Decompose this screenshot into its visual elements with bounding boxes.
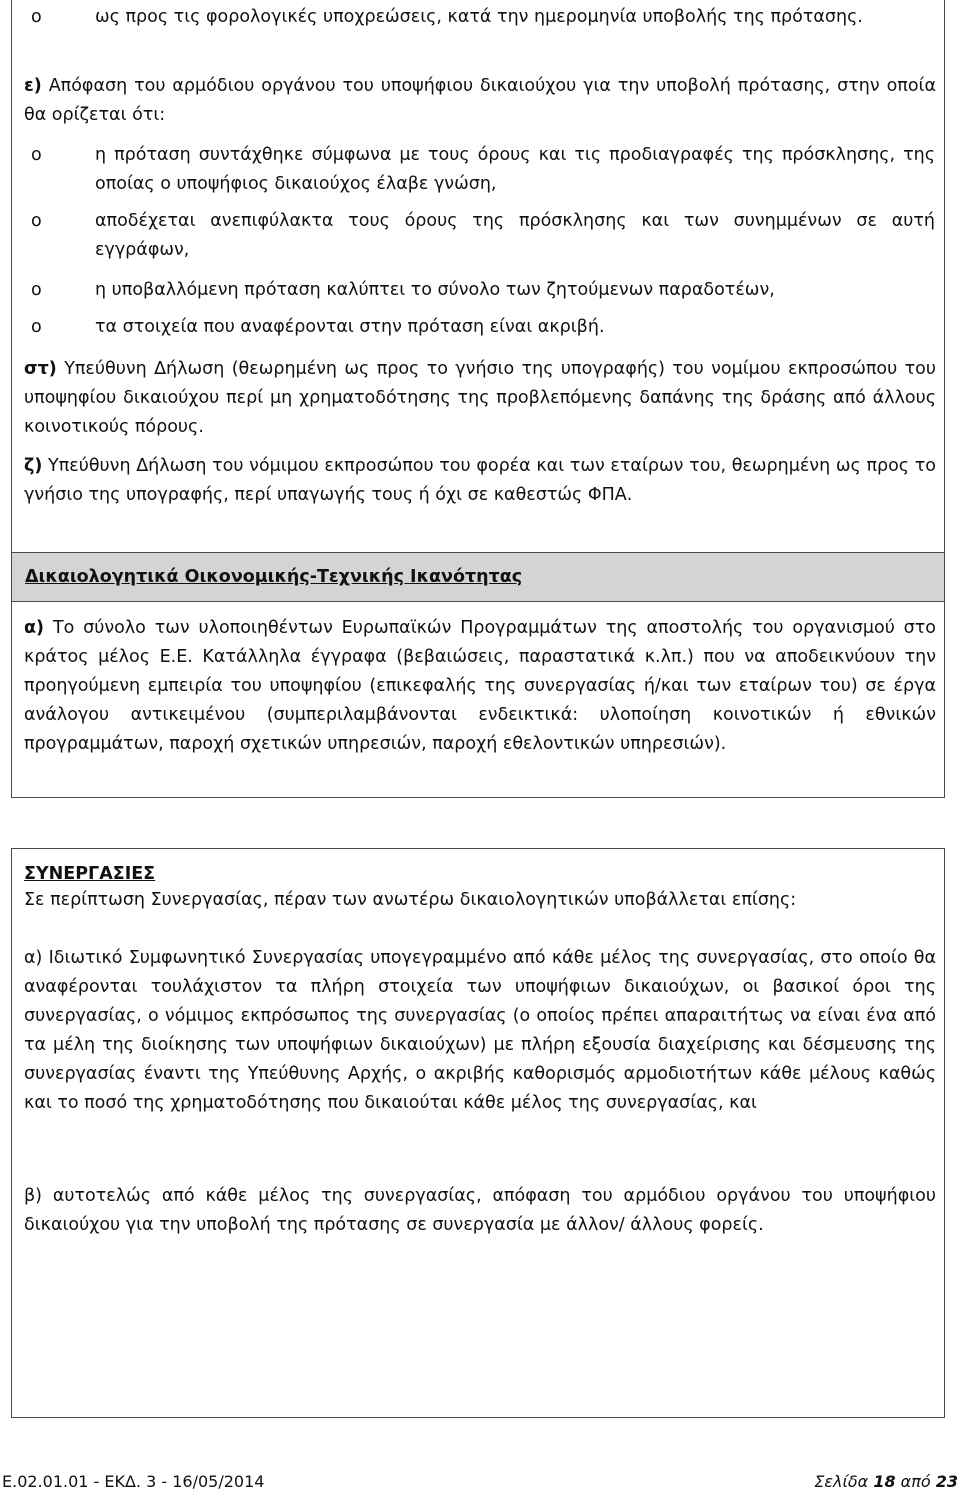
cooperations-box <box>11 848 945 1418</box>
section-st-paragraph <box>24 355 936 442</box>
list-item-text: αποδέχεται ανεπιφύλακτα τους όρους της πρόσκλησης και των συνημμένων σε αυτή εγγράφων, <box>95 211 935 260</box>
bullet-marker: o <box>31 211 42 231</box>
page-word: Σελίδα <box>814 1472 869 1491</box>
list-item-text: τα στοιχεία που αναφέρονται στην πρόταση είναι ακριβή. <box>95 317 605 337</box>
page-total: 23 <box>935 1472 958 1491</box>
list-item-text: η υποβαλλόμενη πρόταση καλύπτει το σύνολο των ζητούμενων παραδοτέων, <box>95 280 775 300</box>
document-code: Ε.02.01.01 - ΕΚΔ. 3 - 16/05/2014 <box>2 1472 265 1491</box>
list-item-text: ως προς τις φορολογικές υποχρεώσεις, κατά την ημερομηνία υποβολής της πρότασης. <box>95 7 863 27</box>
section-z-text: Υπεύθυνη Δήλωση του νόμιμου εκπροσώπου του φορέα και των εταίρων του, θεωρημένη ως προς το γνήσιο της υπογραφής, περί υπαγωγής τους ή όχι σε καθεστώς ΦΠΑ. <box>24 456 936 505</box>
cooperations-intro: Σε περίπτωση Συνεργασίας, πέραν των ανωτέρω δικαιολογητικών υποβάλλεται επίσης: <box>24 890 797 910</box>
cooperations-item-b: β) αυτοτελώς από κάθε μέλος της συνεργασίας, απόφαση του αρμόδιου οργάνου του υποψήφιου δικαιούχου για την υποβολή της πρότασης σε συνεργασία με άλλον/ άλλους φορείς. <box>24 1186 936 1235</box>
bullet-marker: o <box>31 280 42 300</box>
section-e-label: ε) <box>24 76 42 96</box>
section-e-paragraph <box>24 72 936 130</box>
section-e-text: Απόφαση του αρμόδιου οργάνου του υποψήφιου δικαιούχου για την υποβολή πρότασης, στην οποία θα ορίζεται ότι: <box>24 76 936 125</box>
financial-item-a-text: Το σύνολο των υλοποιηθέντων Ευρωπαϊκών Προγραμμάτων της αποστολής του οργανισμού στο κράτος μέλος Ε.Ε. Κατάλληλα έγγραφα (βεβαιώσεις, παραστατικά κ.λπ.) που να αποδεικνύουν την προηγούμενη εμπειρία του υποψηφίου (επικεφαλής της συνεργασίας ή/και των εταίρων του) σε έργα ανάλογου αντικειμένου (συμπεριλαμβάνονται ενδεικτικά: υλοποίηση κοινοτικών ή εθνικών προγραμμάτων, παροχή σχετικών υπηρεσιών, παροχή εθελοντικών υπηρεσιών). <box>24 618 936 754</box>
section-z-label: ζ) <box>24 456 43 476</box>
financial-section-title: Δικαιολογητικά Οικονομικής-Τεχνικής Ικανότητας <box>25 567 523 587</box>
bullet-marker: o <box>31 317 42 337</box>
cooperations-item-a: α) Ιδιωτικό Συμφωνητικό Συνεργασίας υπογεγραμμένο από κάθε μέλος της συνεργασίας, στο οποίο θα αναφέρονται τουλάχιστον τα πλήρη στοιχεία των υποψήφιων δικαιούχων, οι βασικοί όροι της συνεργασίας, ο νόμιμος εκπρόσωπος της συνεργασίας (ο οποίος πρέπει απαραιτήτως να είναι ένα από τα μέλη της διοίκησης των υποψήφιων δικαιούχων) με πλήρη εξουσία διαχείρισης και δέσμευσης της συνεργασίας έναντι της Υπεύθυνης Αρχής, ο ακριβής καθορισμός αρμοδιοτήτων κάθε μέλους καθώς και το ποσό της χρηματοδότησης που δικαιούται κάθε μέλος της συνεργασίας, και <box>24 948 936 1113</box>
cooperations-title: ΣΥΝΕΡΓΑΣΙΕΣ <box>24 864 156 884</box>
section-st-label: στ) <box>24 359 57 379</box>
financial-item-a-label: α) <box>24 618 45 638</box>
bullet-marker: o <box>31 7 42 27</box>
financial-section-header <box>12 552 944 602</box>
page-number: 18 <box>873 1472 896 1491</box>
page-indicator <box>814 1472 958 1492</box>
of-word: από <box>900 1472 931 1491</box>
section-st-text: Υπεύθυνη Δήλωση (θεωρημένη ως προς το γνήσιο της υπογραφής) του νομίμου εκπροσώπου του υποψηφίου δικαιούχου περί μη χρηματοδότησης της προβλεπόμενης δαπάνης της δράσης από άλλους κοινοτικούς πόρους. <box>24 359 936 437</box>
bullet-marker: o <box>31 145 42 165</box>
list-item-text: η πρόταση συντάχθηκε σύμφωνα με τους όρους και τις προδιαγραφές της πρόσκλησης, της οποίας ο υποψήφιος δικαιούχος έλαβε γνώση, <box>95 145 935 194</box>
financial-item-a <box>24 614 936 759</box>
section-z-paragraph <box>24 452 936 510</box>
